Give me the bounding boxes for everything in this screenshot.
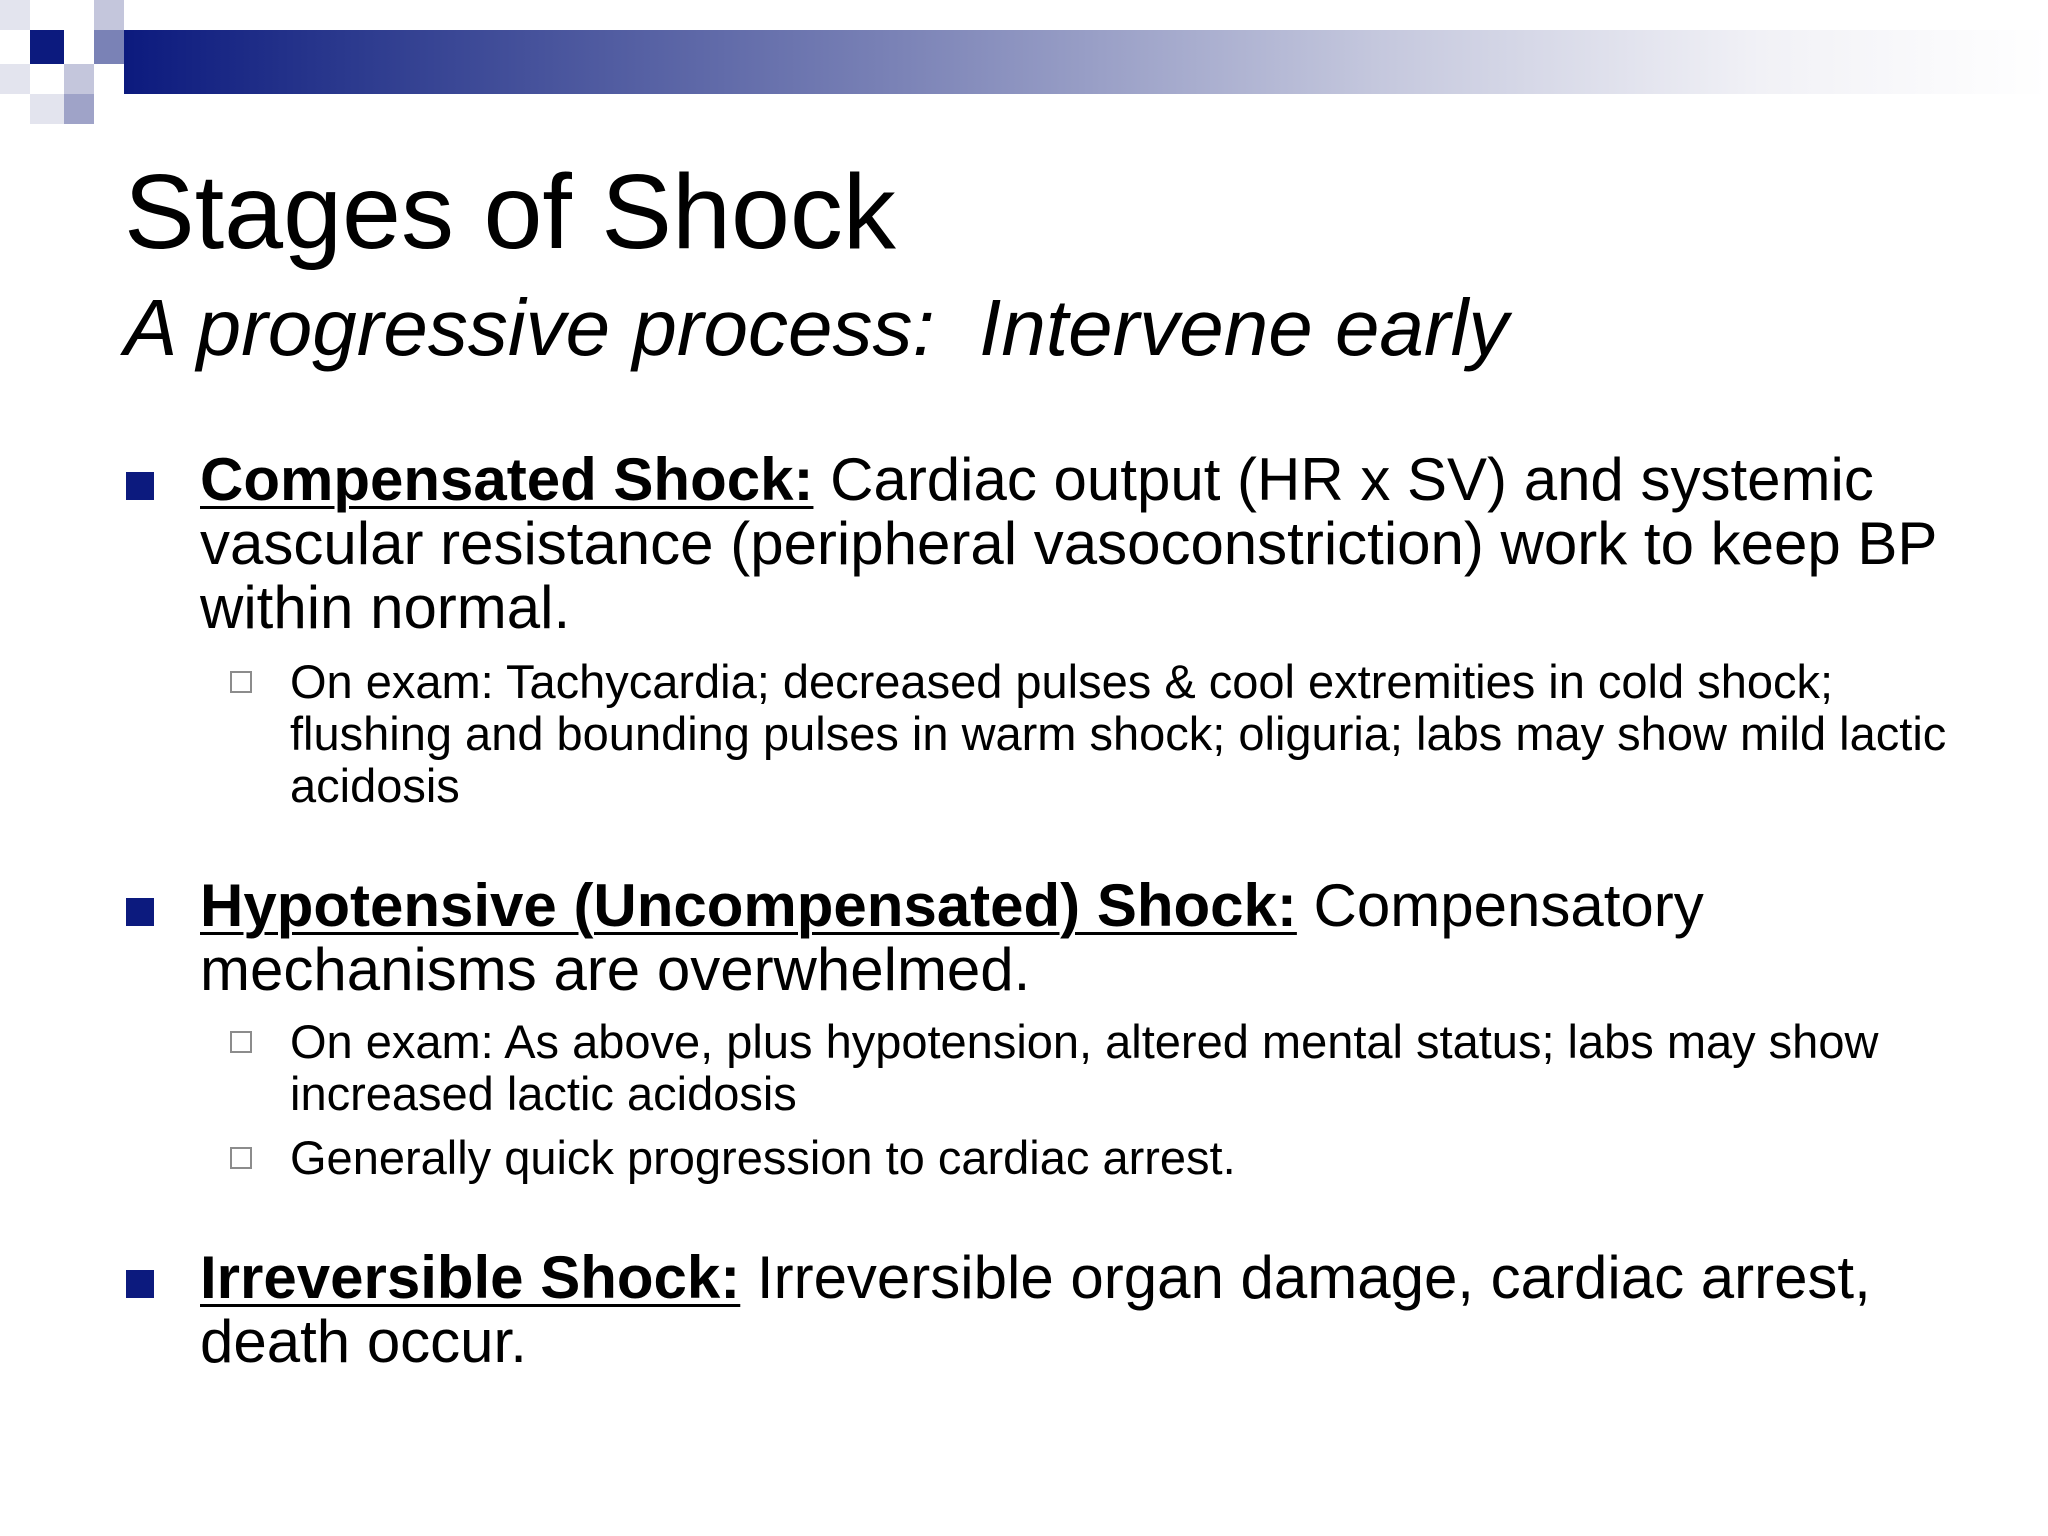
slide-title: Stages of Shock (124, 153, 896, 271)
hollow-square-bullet-icon (230, 671, 252, 693)
decor-square (64, 94, 94, 124)
header-gradient-bar (124, 30, 2048, 94)
hollow-square-bullet-icon (230, 1031, 252, 1053)
bullet-text: Irreversible organ damage, cardiac arrest, death occur. (200, 1244, 1871, 1375)
decor-square (0, 64, 30, 94)
bullet-item-compensated (200, 448, 1960, 640)
decor-square (94, 30, 124, 64)
bullet-text: Cardiac output (HR x SV) and systemic vascular resistance (peripheral vasoconstriction) work to keep BP within normal. (200, 446, 1937, 641)
hollow-square-bullet-icon (230, 1147, 252, 1169)
sub-bullet-item (290, 1016, 1970, 1120)
bullet-text: Compensatory mechanisms are overwhelmed. (200, 872, 1704, 1003)
sub-bullet-text: On exam: As above, plus hypotension, altered mental status; labs may show increased lactic acidosis (290, 1015, 1879, 1120)
bullet-heading: Compensated Shock: (200, 446, 814, 513)
bullet-item-irreversible (200, 1246, 1960, 1374)
decor-square (30, 30, 64, 64)
sub-bullet-item (290, 1132, 1970, 1184)
decor-square (94, 0, 124, 30)
filled-square-bullet-icon (126, 898, 154, 926)
filled-square-bullet-icon (126, 472, 154, 500)
bullet-item-hypotensive (200, 874, 1960, 1002)
filled-square-bullet-icon (126, 1270, 154, 1298)
sub-bullet-item (290, 656, 1970, 812)
decor-square (64, 64, 94, 94)
slide-subtitle: A progressive process: Intervene early (124, 283, 1509, 372)
bullet-heading: Irreversible Shock: (200, 1244, 741, 1311)
decor-square (0, 0, 30, 30)
sub-bullet-text: On exam: Tachycardia; decreased pulses & cool extremities in cold shock; flushing and bounding pulses in warm shock; oliguria; labs may show mild lactic acidosis (290, 655, 1947, 812)
bullet-heading: Hypotensive (Uncompensated) Shock: (200, 872, 1297, 939)
decor-square (30, 94, 64, 124)
sub-bullet-text: Generally quick progression to cardiac arrest. (290, 1131, 1236, 1184)
